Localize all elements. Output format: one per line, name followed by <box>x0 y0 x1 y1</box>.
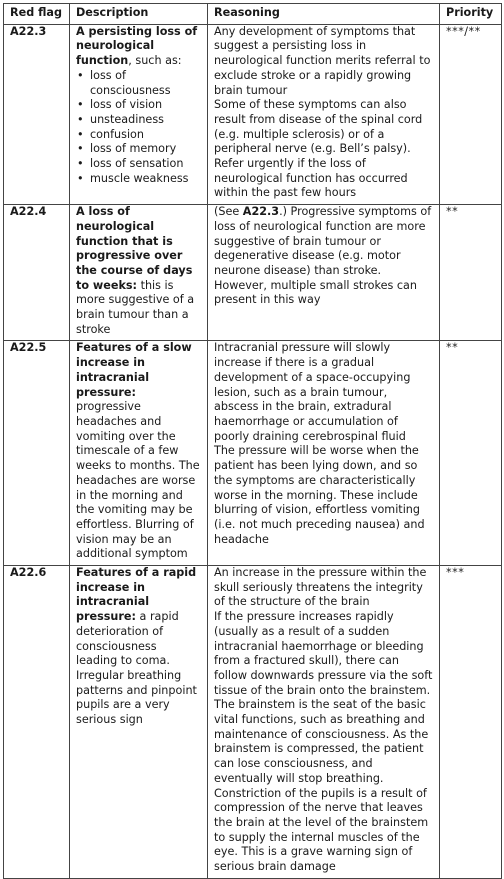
priority-rating: ** <box>440 205 502 341</box>
reasoning-paragraph: If the pressure increases rapidly (usually as a result of a sudden intracranial haemorrhage or bleeding from a fractured skull), there can follow downwards pressure via the soft tissue of the brain onto the brainstem. The brainstem is the seat of the basic vital functions, such as breathing and maintenance of consciousness. As the brainstem is compressed, the patient can lose consciousness, and eventually will stop breathing. Constriction of the pupils is a result of compression of the nerve that leaves the brain at the level of the brainstem to supply the internal muscles of the eye. This is a grave warning sign of serious brain damage <box>214 610 433 874</box>
description-title: A loss of neurological function that is progressive over the course of days to weeks: <box>76 205 193 292</box>
description-cell <box>70 24 208 204</box>
cross-reference: A22.3 <box>242 205 280 219</box>
reasoning-text: .) Progressive symptoms of loss of neurological function are more suggestive of brain tumour or degenerative disease (e.g. motor neurone disease) than stroke. However, multiple small strokes can present in this way <box>214 205 432 307</box>
description-title: Features of a slow increase in intracranial pressure: <box>76 341 192 399</box>
list-item: • loss of sensation <box>76 157 201 172</box>
reasoning-text: (See <box>214 205 243 219</box>
list-item: • muscle weakness <box>76 172 201 187</box>
list-item: • confusion <box>76 128 201 143</box>
reasoning-cell <box>208 205 440 341</box>
header-description: Description <box>70 4 208 25</box>
list-item: • loss of consciousness <box>76 69 201 98</box>
description-text: progressive headaches and vomiting over the timescale of a few weeks to months. The headaches are worse in the morning and the vomiting may be effortless. Blurring of vision may be an additional symptom <box>76 400 200 561</box>
reasoning-cell <box>208 566 440 879</box>
reasoning-cell <box>208 24 440 204</box>
description-cell <box>70 566 208 879</box>
table-row <box>4 205 502 341</box>
red-flag-code: A22.3 <box>4 24 70 204</box>
red-flag-table <box>3 3 502 879</box>
table-row <box>4 341 502 566</box>
description-cell <box>70 341 208 566</box>
description-title: A persisting loss of neurological function <box>76 24 198 68</box>
priority-rating: ***/** <box>440 24 502 204</box>
list-item: • loss of memory <box>76 142 201 157</box>
red-flag-code: A22.5 <box>4 341 70 566</box>
list-item: • loss of vision <box>76 98 201 113</box>
description-text: , such as: <box>128 54 182 68</box>
description-text: this is more suggestive of a brain tumour than a stroke <box>76 278 195 336</box>
reasoning-paragraph: Some of these symptoms can also result from disease of the spinal cord (e.g. multiple sclerosis) or of a peripheral nerve (e.g. Bell’s palsy). Refer urgently if the loss of neurological function has occurred within the past few hours <box>214 98 423 200</box>
red-flag-code: A22.6 <box>4 566 70 879</box>
reasoning-cell <box>208 341 440 566</box>
description-cell <box>70 205 208 341</box>
reasoning-paragraph: An increase in the pressure within the skull seriously threatens the integrity of the structure of the brain <box>214 566 427 609</box>
header-reasoning: Reasoning <box>208 4 440 25</box>
reasoning-paragraph: The pressure will be worse when the patient has been lying down, and so the symptoms are characteristically worse in the morning. These include blurring of vision, effortless vomiting (i.e. not much preceding nausea) and headache <box>214 444 425 546</box>
reasoning-paragraph: Intracranial pressure will slowly increase if there is a gradual development of a space-occupying lesion, such as a brain tumour, abscess in the brain, extradural haemorrhage or accumulation of poorly draining cerebrospinal fluid <box>214 341 411 443</box>
header-red-flag: Red flag <box>4 4 70 25</box>
description-text: a rapid deterioration of consciousness leading to coma. Irregular breathing patterns and pinpoint pupils are a very serious sign <box>76 610 197 727</box>
reasoning-paragraph: Any development of symptoms that suggest a persisting loss in neurological function merits referral to exclude stroke or a rapidly growing brain tumour <box>214 24 431 97</box>
priority-rating: ** <box>440 341 502 566</box>
table-row <box>4 24 502 204</box>
symptom-list <box>76 69 201 187</box>
header-priority: Priority <box>440 4 502 25</box>
description-title: Features of a rapid increase in intracranial pressure: <box>76 566 197 624</box>
table-header-row <box>4 4 502 25</box>
priority-rating: *** <box>440 566 502 879</box>
list-item: • unsteadiness <box>76 113 201 128</box>
red-flag-code: A22.4 <box>4 205 70 341</box>
table-row <box>4 566 502 879</box>
